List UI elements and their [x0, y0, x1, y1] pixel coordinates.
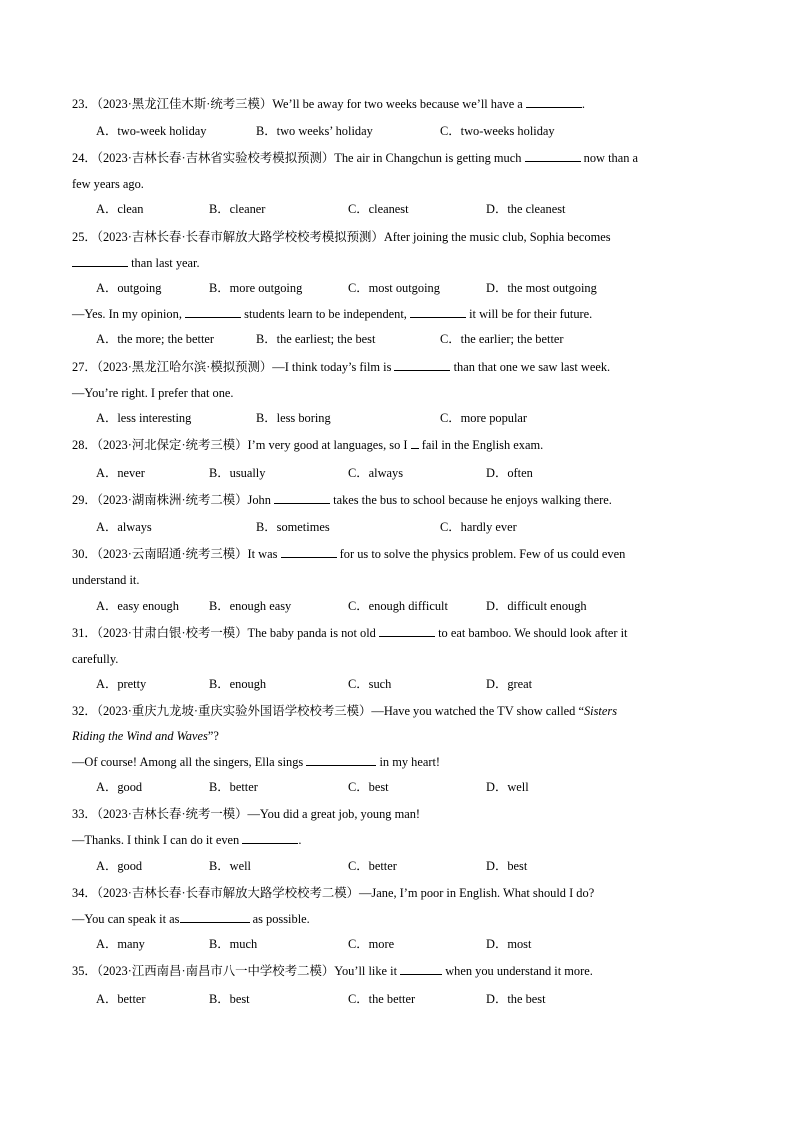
answer-blank: [379, 625, 435, 637]
question-25-continued: than last year.: [72, 255, 200, 271]
option-b: B．best: [209, 992, 250, 1006]
option-d: D．the most outgoing: [486, 281, 597, 295]
question-30-continued: understand it.: [72, 573, 140, 587]
option-c: C．most outgoing: [348, 281, 440, 295]
option-b: B．well: [209, 859, 251, 873]
question-27-continued: —You’re right. I prefer that one.: [72, 386, 234, 400]
option-a: A．outgoing: [96, 281, 162, 295]
answer-blank: [400, 963, 442, 975]
option-d: D．great: [486, 677, 533, 691]
option-c: C．always: [348, 466, 404, 480]
option-c: C．two-weeks holiday: [440, 124, 555, 138]
option-a: A．never: [96, 466, 145, 480]
option-c: C．hardly ever: [440, 520, 517, 534]
worksheet-page: [72, 0, 722, 1123]
option-d: D．the best: [486, 992, 546, 1006]
answer-blank: [242, 832, 298, 844]
option-b: B．cleaner: [209, 202, 266, 216]
answer-blank: [306, 754, 376, 766]
question-28: 28．（2023·河北保定·统考三模）I’m very good at languages, so I fail in the English exam.: [72, 438, 544, 452]
question-31-continued: carefully.: [72, 652, 119, 666]
option-c: C．enough difficult: [348, 599, 448, 613]
option-b: B．enough: [209, 677, 267, 691]
option-a: A．good: [96, 780, 143, 794]
question-34-reply: —You can speak it as as possible.: [72, 912, 310, 926]
option-a: A．always: [96, 520, 152, 534]
option-c: C．more popular: [440, 411, 528, 425]
answer-blank: [410, 306, 466, 318]
answer-blank: [185, 306, 241, 318]
question-32: 32．（2023·重庆九龙坡·重庆实验外国语学校校考三模）—Have you watched the TV show called “Sisters: [72, 704, 618, 718]
answer-blank: [394, 359, 450, 371]
question-31: 31．（2023·甘肃白银·校考一模）The baby panda is not old to eat bamboo. We should look after it: [72, 626, 628, 640]
answer-blank: [72, 255, 128, 267]
option-a: A．less interesting: [96, 411, 192, 425]
option-a: A．better: [96, 992, 146, 1006]
question-33: 33．（2023·吉林长春·统考一模）—You did a great job, young man!: [72, 807, 421, 821]
option-a: A．many: [96, 937, 145, 951]
option-b: B．two weeks’ holiday: [256, 124, 373, 138]
question-32-continued: Riding the Wind and Waves”?: [72, 729, 219, 743]
option-c: C．best: [348, 780, 389, 794]
answer-blank: [526, 96, 582, 108]
option-c: C．better: [348, 859, 397, 873]
question-text: 24．（2023·吉林长春·吉林省实验校考模拟预测）The air in Changchun is getting much: [72, 151, 525, 165]
option-b: B．more outgoing: [209, 281, 303, 295]
answer-blank: [525, 150, 581, 162]
option-d: D．the cleanest: [486, 202, 566, 216]
option-b: B．better: [209, 780, 258, 794]
question-29: 29．（2023·湖南株洲·统考二模）John takes the bus to school because he enjoys walking there.: [72, 493, 612, 507]
option-d: D．often: [486, 466, 533, 480]
option-b: B．sometimes: [256, 520, 330, 534]
question-33-reply: —Thanks. I think I can do it even .: [72, 833, 302, 847]
option-b: B．much: [209, 937, 258, 951]
answer-blank: [281, 546, 337, 558]
option-d: D．best: [486, 859, 528, 873]
option-c: C．the earlier; the better: [440, 332, 564, 346]
option-a: A．the more; the better: [96, 332, 215, 346]
option-d: D．most: [486, 937, 532, 951]
question-32-reply: —Of course! Among all the singers, Ella sings in my heart!: [72, 755, 441, 769]
option-a: A．clean: [96, 202, 144, 216]
option-b: B．the earliest; the best: [256, 332, 376, 346]
option-b: B．enough easy: [209, 599, 292, 613]
option-a: A．good: [96, 859, 143, 873]
answer-blank: [411, 437, 419, 449]
question-26-dialogue: —Yes. In my opinion, students learn to be independent, it will be for their future.: [72, 307, 593, 321]
question-34: 34．（2023·吉林长春·长春市解放大路学校校考二模）—Jane, I’m poor in English. What should I do?: [72, 886, 595, 900]
answer-blank: [274, 492, 330, 504]
option-a: A．easy enough: [96, 599, 179, 613]
option-b: B．usually: [209, 466, 266, 480]
question-35: 35．（2023·江西南昌·南昌市八一中学校考二模）You’ll like it when you understand it more.: [72, 964, 593, 978]
question-24-continued: few years ago.: [72, 177, 144, 191]
option-d: D．well: [486, 780, 529, 794]
option-c: C．the better: [348, 992, 416, 1006]
option-d: D．difficult enough: [486, 599, 587, 613]
option-c: C．cleanest: [348, 202, 409, 216]
question-27: 27．（2023·黑龙江哈尔滨·模拟预测）—I think today’s film is than that one we saw last week.: [72, 360, 611, 374]
question-30: 30．（2023·云南昭通·统考三模）It was for us to solve the physics problem. Few of us could even: [72, 547, 626, 561]
option-b: B．less boring: [256, 411, 331, 425]
question-25: 25．（2023·吉林长春·长春市解放大路学校校考模拟预测）After joining the music club, Sophia becomes: [72, 230, 611, 244]
option-c: C．more: [348, 937, 395, 951]
question-text: 23．（2023·黑龙江佳木斯·统考三模）We’ll be away for two weeks because we’ll have a: [72, 97, 526, 111]
option-c: C．such: [348, 677, 392, 691]
question-23: 23．（2023·黑龙江佳木斯·统考三模）We’ll be away for two weeks because we’ll have a .: [72, 97, 585, 111]
answer-blank: [180, 911, 250, 923]
option-a: A．pretty: [96, 677, 147, 691]
option-a: A．two-week holiday: [96, 124, 207, 138]
question-24: 24．（2023·吉林长春·吉林省实验校考模拟预测）The air in Changchun is getting much now than a: [72, 151, 639, 165]
